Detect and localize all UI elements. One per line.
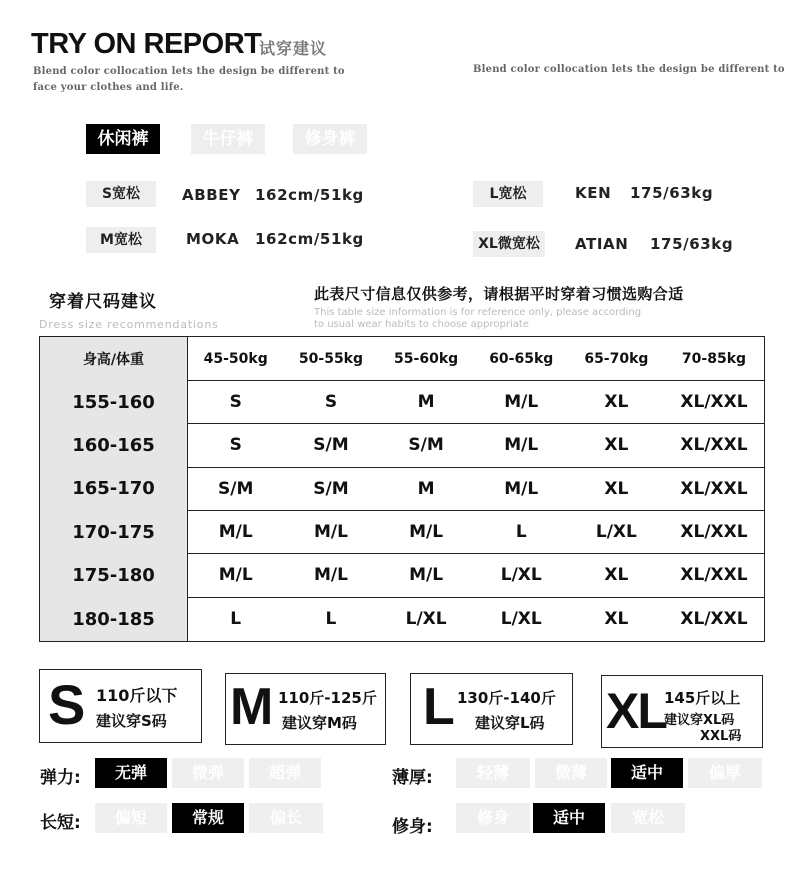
- size-cell: L/XL: [474, 554, 569, 597]
- size-cell: M/L: [474, 424, 569, 467]
- category-tag-jeans[interactable]: 牛仔裤: [191, 124, 265, 154]
- size-cell: M/L: [188, 554, 284, 597]
- header-sub-left-1: Blend color collocation lets the design be different to: [33, 66, 345, 77]
- weight-header: 55-60kg: [379, 337, 474, 381]
- size-guide-letter: L: [423, 678, 455, 736]
- weight-header: 65-70kg: [569, 337, 664, 381]
- weight-header: 70-85kg: [664, 337, 765, 381]
- weight-header: 45-50kg: [188, 337, 284, 381]
- size-guide-m: [225, 673, 386, 745]
- thickness-label: 薄厚:: [392, 768, 433, 788]
- fit-option-medium[interactable]: 适中: [533, 803, 605, 833]
- size-guide-s: [39, 669, 202, 743]
- size-cell: M/L: [283, 554, 378, 597]
- length-option-long[interactable]: 偏长: [249, 803, 323, 833]
- size-cell: S/M: [188, 467, 284, 510]
- size-cell: L/XL: [405, 609, 447, 630]
- elasticity-label: 弹力:: [40, 768, 81, 788]
- size-cell: XL: [569, 467, 664, 510]
- size-guide-advice: 建议穿S码: [96, 712, 167, 730]
- table-row: [40, 424, 765, 467]
- size-guide-letter: XL: [606, 683, 666, 739]
- table-row: [40, 381, 765, 424]
- size-chart-table: [39, 336, 765, 642]
- model-stats: 175/63kg: [630, 184, 714, 202]
- size-cell: XL: [569, 424, 664, 467]
- weight-header: 60-65kg: [474, 337, 569, 381]
- elasticity-option-slight[interactable]: 微弹: [172, 758, 244, 788]
- size-note-en-2: to usual wear habits to choose appropriate: [314, 319, 529, 330]
- model-name: KEN: [575, 184, 612, 202]
- size-note-en-1: This table size information is for reference only, please according: [314, 307, 642, 318]
- size-guide-advice: 建议穿XL码: [664, 713, 735, 728]
- size-cell: XL/XXL: [680, 609, 748, 630]
- size-guide-weight: 145斤以上: [664, 689, 741, 707]
- height-cell: 180-185: [40, 597, 188, 641]
- model-size-tag: M宽松: [86, 227, 156, 253]
- size-cell: M: [379, 381, 474, 424]
- size-cell: L: [230, 609, 242, 630]
- size-cell: S/M: [379, 424, 474, 467]
- size-section-subtitle: Dress size recommendations: [39, 318, 219, 331]
- size-cell: XL/XXL: [664, 510, 765, 553]
- size-cell: M/L: [379, 554, 474, 597]
- size-guide-xl: [601, 675, 763, 748]
- size-section-title: 穿着尺码建议: [49, 292, 157, 312]
- size-cell: S: [283, 381, 378, 424]
- fit-label: 修身:: [392, 817, 433, 837]
- size-guide-advice-alt: XXL码: [700, 729, 742, 744]
- length-option-regular[interactable]: 常规: [172, 803, 244, 833]
- height-cell: 170-175: [40, 510, 188, 553]
- length-option-short[interactable]: 偏短: [95, 803, 167, 833]
- model-size-tag: L宽松: [473, 181, 543, 207]
- height-cell: 160-165: [40, 424, 188, 467]
- report-title: TRY ON REPORT: [31, 28, 262, 60]
- thickness-option-medium[interactable]: 适中: [611, 758, 683, 788]
- size-cell: M/L: [379, 510, 474, 553]
- size-guide-weight: 130斤-140斤: [457, 689, 556, 707]
- size-cell: S: [188, 424, 284, 467]
- size-guide-advice: 建议穿L码: [475, 714, 545, 732]
- thickness-option-thick[interactable]: 偏厚: [688, 758, 762, 788]
- thickness-option-thin[interactable]: 微薄: [535, 758, 607, 788]
- size-cell: S/M: [283, 467, 378, 510]
- fit-option-loose[interactable]: 宽松: [611, 803, 685, 833]
- model-size-tag: S宽松: [86, 181, 156, 207]
- size-cell: M/L: [188, 510, 284, 553]
- elasticity-option-none[interactable]: 无弹: [95, 758, 167, 788]
- model-size-tag: XL微宽松: [473, 231, 545, 257]
- table-row: [40, 510, 765, 553]
- model-stats: 162cm/51kg: [255, 230, 364, 248]
- height-cell: 175-180: [40, 554, 188, 597]
- size-cell: XL/XXL: [664, 424, 765, 467]
- table-row: [40, 597, 765, 641]
- model-name: MOKA: [186, 230, 240, 248]
- model-stats: 175/63kg: [650, 235, 734, 253]
- size-cell: S: [188, 381, 284, 424]
- category-tag-slim[interactable]: 修身裤: [293, 124, 367, 154]
- header-sub-right: Blend color collocation lets the design be different to: [473, 64, 785, 75]
- table-corner-cell: 身高/体重: [40, 337, 188, 381]
- table-header-row: [40, 337, 765, 381]
- size-guide-l: [410, 673, 573, 745]
- model-stats: 162cm/51kg: [255, 186, 364, 204]
- elasticity-option-super[interactable]: 超弹: [249, 758, 321, 788]
- size-cell: XL/XXL: [664, 381, 765, 424]
- size-cell: M/L: [474, 381, 569, 424]
- size-guide-advice: 建议穿M码: [282, 714, 357, 732]
- model-name: ABBEY: [182, 186, 241, 204]
- size-guide-letter: M: [230, 678, 274, 736]
- height-cell: 165-170: [40, 467, 188, 510]
- size-cell: XL/XXL: [664, 467, 765, 510]
- model-name: ATIAN: [575, 235, 629, 253]
- size-cell: XL/XXL: [664, 554, 765, 597]
- thickness-option-light[interactable]: 轻薄: [456, 758, 530, 788]
- size-cell: L/XL: [569, 510, 664, 553]
- table-row: [40, 554, 765, 597]
- size-guide-letter: S: [48, 673, 86, 736]
- size-guide-weight: 110斤以下: [96, 686, 178, 705]
- fit-option-slim[interactable]: 修身: [456, 803, 530, 833]
- length-label: 长短:: [40, 813, 81, 833]
- size-note-cn: 此表尺寸信息仅供参考，请根据平时穿着习惯选购合适: [314, 285, 684, 303]
- size-guide-weight: 110斤-125斤: [278, 689, 377, 707]
- weight-header: 50-55kg: [283, 337, 378, 381]
- size-cell: L/XL: [500, 609, 542, 630]
- size-cell: M/L: [474, 467, 569, 510]
- size-cell: M/L: [283, 510, 378, 553]
- size-cell: XL: [604, 609, 629, 630]
- size-cell: S/M: [283, 424, 378, 467]
- size-cell: XL: [569, 381, 664, 424]
- report-title-cn: 试穿建议: [259, 39, 328, 58]
- size-cell: L: [325, 609, 337, 630]
- category-tag-casual[interactable]: 休闲裤: [86, 124, 160, 154]
- size-cell: M: [379, 467, 474, 510]
- size-cell: XL: [569, 554, 664, 597]
- header-sub-left-2: face your clothes and life.: [33, 82, 184, 93]
- table-row: [40, 467, 765, 510]
- size-cell: L: [474, 510, 569, 553]
- height-cell: 155-160: [40, 381, 188, 424]
